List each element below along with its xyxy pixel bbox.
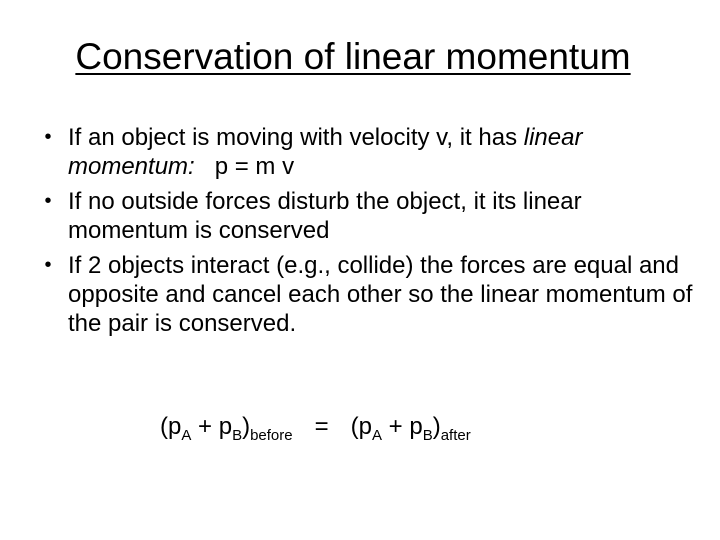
eq-sub-after: after — [440, 426, 471, 444]
bullet-icon: • — [44, 190, 52, 212]
eq-sub-a-left: A — [181, 426, 192, 444]
bullet-emphasis: linear momentum: — [68, 124, 583, 180]
eq-sub-b-right: B — [422, 426, 433, 444]
eq-sub-before: before — [250, 426, 293, 444]
eq-plus-left: + p — [191, 413, 233, 440]
eq-equals: = — [314, 413, 329, 440]
conservation-equation — [160, 412, 471, 451]
bullet-text: If an object is moving with velocity v, it has — [68, 124, 524, 151]
eq-open-paren-left: (p — [160, 413, 182, 440]
bullet-item — [38, 187, 698, 245]
eq-close-paren-left: ) — [242, 413, 251, 440]
bullet-icon: • — [44, 126, 52, 148]
eq-open-paren-right: (p — [350, 413, 372, 440]
bullet-text: If no outside forces disturb the object, it its linear momentum is conserved — [68, 188, 582, 244]
eq-sub-a-right: A — [371, 426, 382, 444]
bullet-list — [38, 123, 698, 344]
bullet-item — [38, 123, 698, 181]
bullet-icon: • — [44, 254, 52, 276]
eq-sub-b-left: B — [232, 426, 243, 444]
slide-title: Conservation of linear momentum — [75, 36, 631, 77]
eq-close-paren-right: ) — [432, 413, 441, 440]
bullet-text: If 2 objects interact (e.g., collide) the forces are equal and opposite and cancel each other so the linear momentum of the pair is conserved. — [68, 252, 693, 337]
bullet-item — [38, 251, 698, 338]
eq-plus-right: + p — [382, 413, 423, 440]
momentum-formula: p = m v — [194, 153, 295, 180]
